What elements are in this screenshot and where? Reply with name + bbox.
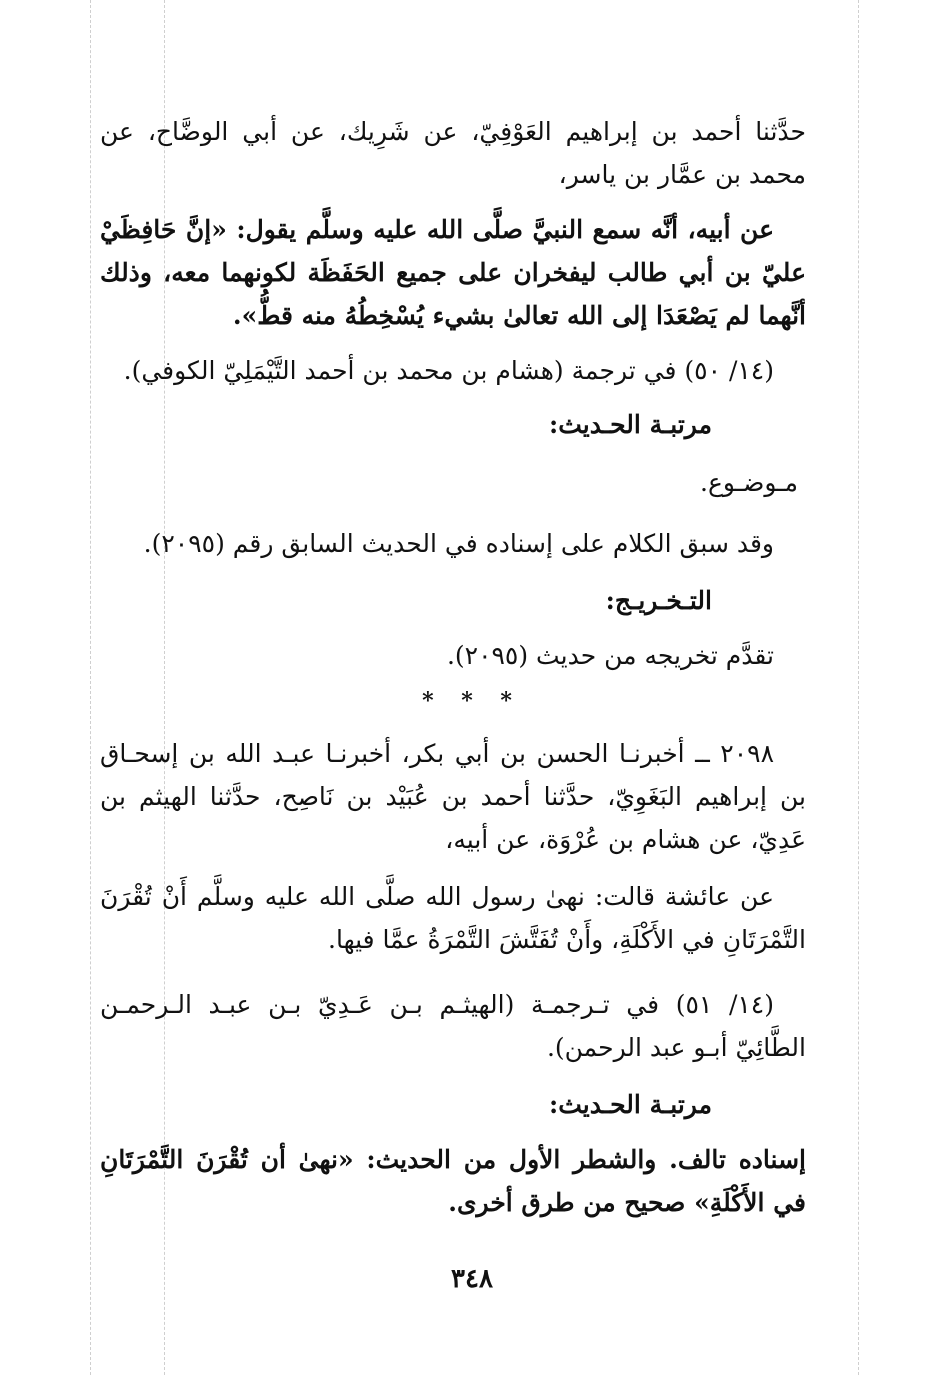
paragraph-takhrij: تقدَّم تخريجه من حديث (٢٠٩٥). xyxy=(446,641,774,670)
paragraph-isnad-1: حدَّثنا أحمد بن إبراهيم العَوْفِيّ، عن شَرِيك، عن أبي الوضَّاح، عن محمد بن عمَّار بن ياسر، xyxy=(100,117,806,189)
paragraph-matn-1 xyxy=(100,208,806,337)
paragraph-hadith-2098-matn: عن عائشة قالت: نهىٰ رسول الله صلَّى الله عليه وسلَّم أَنْ تُقْرَنَ التَّمْرَتَانِ في الأَكْلَةِ، وأَنْ تُفَتَّشَ التَّمْرَةُ عمَّا فيها. xyxy=(100,882,806,954)
heading-takhrij: التـخـريـج: xyxy=(605,586,712,615)
heading-hadith-grade-2: مرتبـة الحـديث: xyxy=(548,1090,712,1119)
section-separator: * * * xyxy=(422,688,522,714)
page-number: ٣٤٨ xyxy=(451,1264,493,1294)
paragraph-hadith-2098-isnad: ٢٠٩٨ ــ أخبرنـا الحسن بن أبي بكر، أخبرنـا عبـد الله بن إسحـاق بن إبراهيم البَغَوِيّ، حدَّثنا أحمد بن عُبَيْد بن نَاصِح، حدَّثنا الهيثم بن عَدِيّ، عن هشام بن عُرْوَة، عن أبيه، xyxy=(100,739,806,854)
heading-hadith-grade-1: مرتبـة الحـديث: xyxy=(548,410,712,439)
matn-text-1: عن أبيه، أنَّه سمع النبيَّ صلَّى الله عليه وسلَّم يقول: «إنَّ حَافِظَيْ عليّ بن أبي طالب ليفخران على جميع الحَفَظَة لكونهما معه، وذلك أنَّهما لم يَصْعَدَا إلى الله تعالىٰ بشيء يُسْخِطُهُ منه قطُّ». xyxy=(100,215,806,330)
grade-verdict: مـوضـوع. xyxy=(700,468,798,497)
paragraph-grade-2 xyxy=(100,1138,806,1224)
paragraph-note: وقد سبق الكلام على إسناده في الحديث السابق رقم (٢٠٩٥). xyxy=(143,529,774,558)
paragraph-source-1: (١٤/ ٥٠) في ترجمة (هشام بن محمد بن أحمد التَّيْمَلِيّ الكوفي). xyxy=(123,356,774,385)
grade-2-text: إسناده تالف. والشطر الأول من الحديث: «نهىٰ أن تُقْرَنَ التَّمْرَتَانِ في الأَكْلَةِ» صحيح من طرق أخرى. xyxy=(100,1145,806,1217)
paragraph-source-2: (١٤/ ٥١) في تـرجمـة (الهيثـم بـن عَـدِيّ بـن عبـد الـرحمـن الطَّائِيّ أبـو عبد الرحمن). xyxy=(100,990,806,1062)
